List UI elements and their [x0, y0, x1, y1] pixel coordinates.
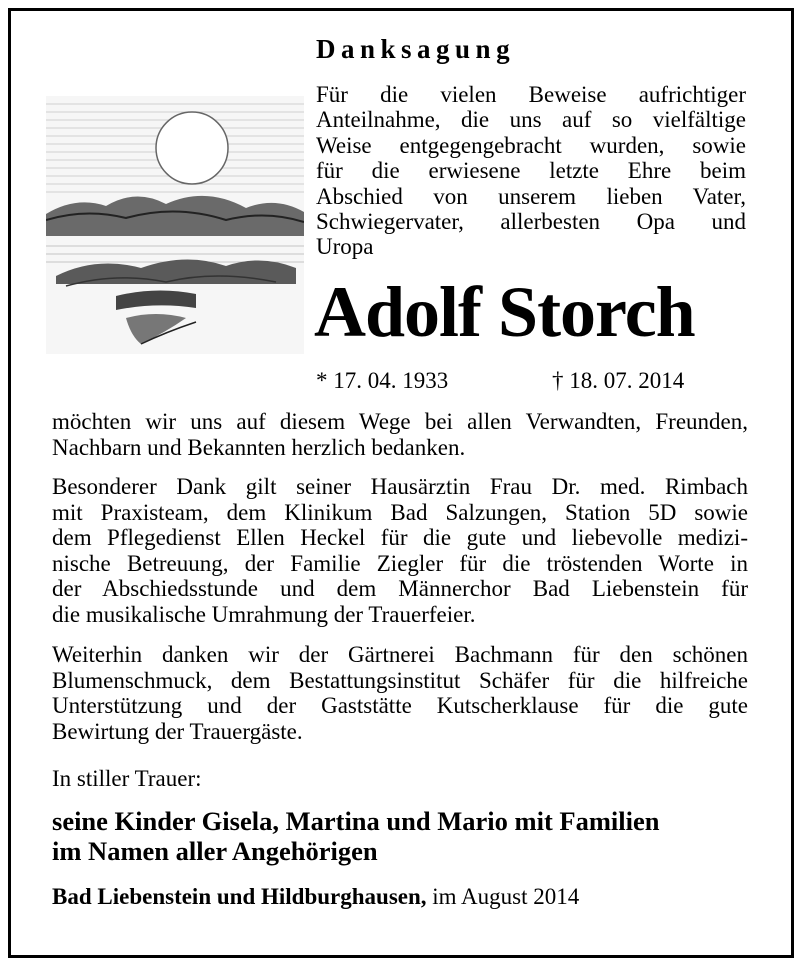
- intro-line: Schwiegervater, allerbesten Opa und: [316, 209, 746, 235]
- intro-line: für die erwiesene letzte Ehre beim: [316, 158, 746, 184]
- text-line: Besonderer Dank gilt seiner Hausärztin Frau Dr. med. Rimbach: [52, 474, 748, 499]
- text-line: der Abschiedsstunde und dem Männerchor Bad Liebenstein für: [52, 576, 748, 602]
- text-line: dem Pflegedienst Ellen Heckel für die gute und liebevolle medizi-: [52, 525, 748, 551]
- intro-text: [316, 82, 746, 260]
- intro-line: Weise entgegengebracht wurden, sowie: [316, 132, 746, 158]
- text-line: möchten wir uns auf diesem Wege bei allen Verwandten, Freunden,: [52, 409, 748, 434]
- thanks-paragraph-2: [52, 474, 748, 628]
- text-line: nische Betreuung, der Familie Ziegler für die tröstenden Worte in: [52, 550, 748, 576]
- thanks-paragraph-3: [52, 642, 748, 744]
- death-date: † 18. 07. 2014: [552, 368, 685, 393]
- heading-danksagung: Danksagung: [316, 34, 516, 64]
- text-line: Weiterhin danken wir der Gärtnerei Bachmann für den schönen: [52, 642, 748, 667]
- text-line: die musikalische Umrahmung der Trauerfeier.: [52, 601, 476, 627]
- place-and-date: [52, 884, 579, 910]
- sun-shape: [156, 112, 228, 184]
- month-year: im August 2014: [426, 884, 580, 909]
- text-line: mit Praxisteam, dem Klinikum Bad Salzungen, Station 5D sowie: [52, 499, 748, 525]
- text-line: Unterstützung und der Gaststätte Kutscherklause für die gute: [52, 693, 748, 719]
- bereaved-family: [52, 806, 660, 866]
- family-line: im Namen aller Angehörigen: [52, 836, 378, 866]
- life-dates: [316, 368, 684, 394]
- place-names: Bad Liebenstein und Hildburghausen,: [52, 884, 427, 909]
- text-line: Nachbarn und Bekannten herzlich bedanken.: [52, 434, 466, 460]
- sun-landscape-illustration: [46, 96, 304, 354]
- text-line: Bewirtung der Trauergäste.: [52, 718, 303, 744]
- intro-line: Uropa: [316, 234, 374, 260]
- intro-line: Anteilnahme, die uns auf so vielfältige: [316, 107, 746, 133]
- mourning-label: In stiller Trauer:: [52, 766, 202, 791]
- intro-line: Für die vielen Beweise aufrichtiger: [316, 82, 746, 107]
- family-line: seine Kinder Gisela, Martina und Mario mit Familien: [52, 806, 660, 836]
- thanks-paragraph-1: [52, 409, 748, 460]
- deceased-name: Adolf Storch: [314, 272, 695, 352]
- birth-date: * 17. 04. 1933: [316, 368, 449, 393]
- text-line: Blumenschmuck, dem Bestattungsinstitut Schäfer für die hilfreiche: [52, 667, 748, 693]
- intro-line: Abschied von unserem lieben Vater,: [316, 183, 746, 209]
